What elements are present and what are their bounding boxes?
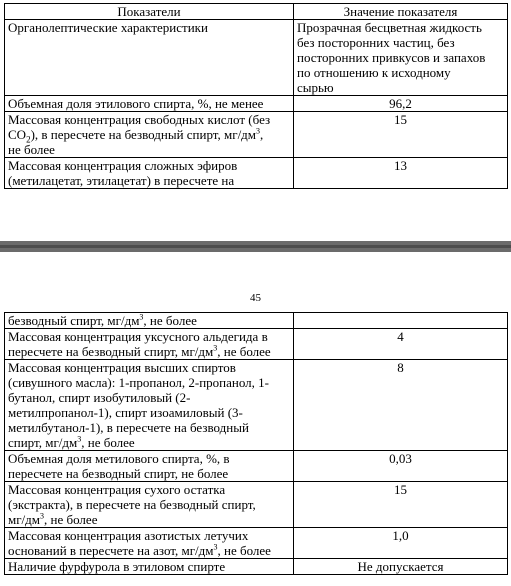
table-header-row	[5, 4, 508, 20]
indicator-name: Массовая концентрация азотистых летучих оснований в пересчете на азот, $мг/дм^3$, не более	[5, 528, 294, 559]
table-row	[5, 360, 508, 451]
header-value: Значение показателя	[294, 4, 508, 20]
page-break-divider	[0, 241, 511, 252]
indicator-value	[294, 313, 508, 329]
table-row	[5, 559, 508, 575]
page-number: 45	[250, 292, 261, 304]
indicator-value: Не допускается	[294, 559, 508, 575]
indicator-value: 13	[294, 158, 508, 189]
table-row	[5, 112, 508, 158]
indicator-value: 15	[294, 482, 508, 528]
table-row	[5, 528, 508, 559]
table-row	[5, 451, 508, 482]
indicators-table-top	[4, 3, 508, 189]
header-indicators: Показатели	[5, 4, 294, 20]
indicator-value: 4	[294, 329, 508, 360]
indicator-value: Прозрачная бесцветная жидкость без посторонних частиц, без посторонних привкусов и запахов по отношению к исходному сырью	[294, 20, 508, 96]
table-row	[5, 482, 508, 528]
indicators-table-bottom	[4, 312, 508, 575]
table-row	[5, 329, 508, 360]
indicator-name: Массовая концентрация уксусного альдегида в пересчете на безводный спирт, $мг/дм^3$, не более	[5, 329, 294, 360]
table-row	[5, 20, 508, 96]
indicator-name: Наличие фурфурола в этиловом спирте	[5, 559, 294, 575]
indicator-name: Объемная доля этилового спирта, %, не менее	[5, 96, 294, 112]
indicator-name: Объемная доля метилового спирта, %, в пересчете на безводный спирт, не более	[5, 451, 294, 482]
table-row	[5, 96, 508, 112]
indicator-value: 1,0	[294, 528, 508, 559]
indicator-name: Массовая концентрация сложных эфиров (метилацетат, этилацетат) в пересчете на	[5, 158, 294, 189]
indicator-name: безводный спирт, $мг/дм^3$, не более	[5, 313, 294, 329]
indicator-name: Массовая концентрация свободных кислот (без $CO_2$), в пересчете на безводный спирт, $мг/дм^3$, не более	[5, 112, 294, 158]
table-row	[5, 313, 508, 329]
indicator-name: Массовая концентрация высших спиртов (сивушного масла): 1-пропанол, 2-пропанол, 1- бутанол, спирт изобутиловый (2- метилпропанол-1), спирт изоамиловый (3- метилбутанол-1), в пересчете на безводный спирт, $мг/дм^3$, не более	[5, 360, 294, 451]
indicator-value: 15	[294, 112, 508, 158]
indicator-name: Массовая концентрация сухого остатка (экстракта), в пересчете на безводный спирт, $мг/дм^3$, не более	[5, 482, 294, 528]
indicator-value: 96,2	[294, 96, 508, 112]
indicator-value: 0,03	[294, 451, 508, 482]
table-row	[5, 158, 508, 189]
indicator-value: 8	[294, 360, 508, 451]
indicator-name: Органолептические характеристики	[5, 20, 294, 96]
